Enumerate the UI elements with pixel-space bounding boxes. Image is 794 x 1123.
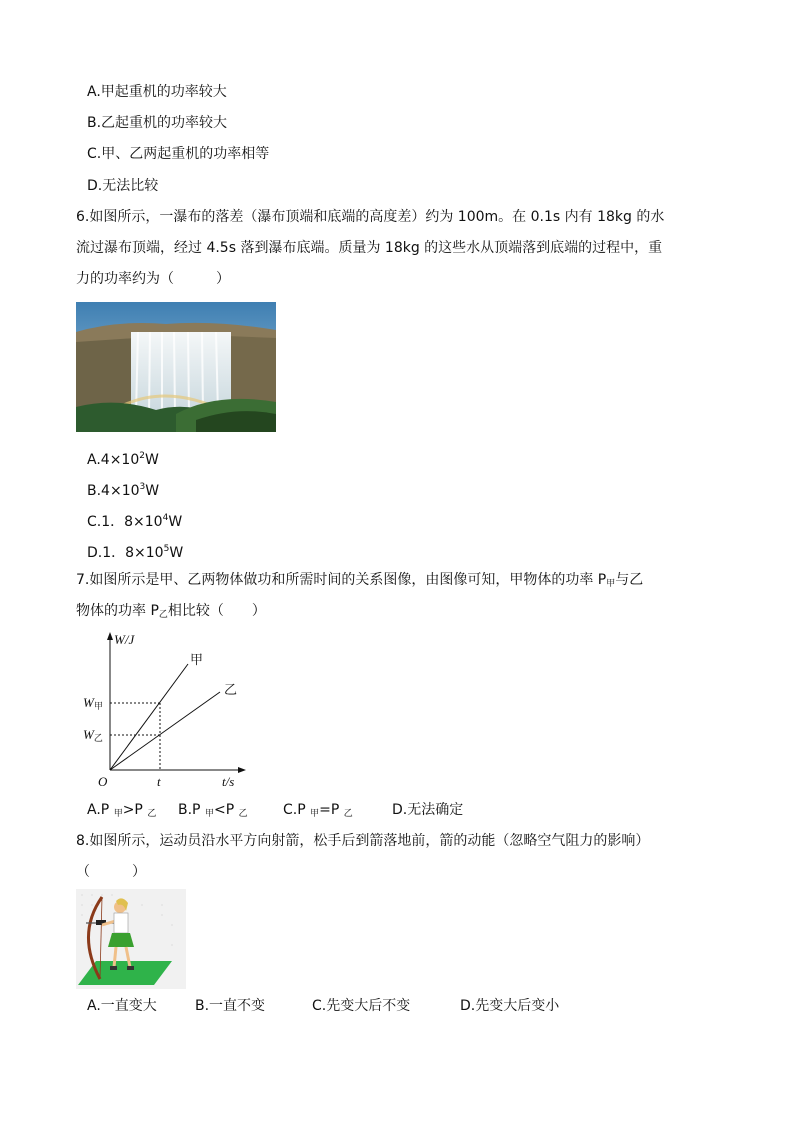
q7-option-c: C.P $_甲$=P $_乙$: [283, 802, 353, 819]
archer-shirt: [114, 913, 128, 933]
graph-ylabel: W/J: [114, 632, 135, 647]
q6-stem-line2: 流过瀑布顶端，经过 4.5s 落到瀑布底端。质量为 18kg 的这些水从顶端落到底端的过程中，重: [76, 240, 663, 256]
q5-option-d: D.无法比较: [87, 178, 159, 194]
q7-option-d: D.无法确定: [392, 802, 464, 818]
q6-stem-line3: 力的功率约为（ ）: [76, 271, 230, 287]
archer-illustration: [76, 889, 186, 989]
q5-option-a: A.甲起重机的功率较大: [87, 84, 227, 100]
q6-option-c: C.1．$8\times 10^4W$: [87, 513, 183, 530]
q5-option-b: B.乙起重机的功率较大: [87, 115, 228, 131]
line-jia: [110, 664, 188, 770]
line-yi: [110, 692, 220, 770]
q6-option-b: $B.4\times 10^3W$: [87, 482, 160, 499]
graph-line-jia-label: 甲: [190, 653, 204, 668]
q7-stem-line1: 7.如图所示是甲、乙两物体做功和所需时间的关系图像，由图像可知，甲物体的功率 $P_甲$与乙: [76, 572, 644, 589]
q8-option-b: B.一直不变: [195, 998, 266, 1014]
graph-w-jia: W甲: [83, 695, 103, 712]
q8-options: [87, 996, 707, 1016]
q7-option-b: B.P $_甲$<P $_乙$: [178, 802, 248, 819]
x-axis-arrow: [238, 767, 246, 773]
work-time-graph: [80, 630, 250, 790]
q6-stem-line1: 6.如图所示，一瀑布的落差（瀑布顶端和底端的高度差）约为 100m。在 0.1s 内有 18kg 的水: [76, 209, 665, 225]
q8-option-a: A.一直变大: [87, 998, 157, 1014]
q7-stem-line2: 物体的功率 $P_乙$相比较（ ）: [76, 603, 266, 620]
q5-option-c: C.甲、乙两起重机的功率相等: [87, 146, 270, 162]
q8-option-d: D.先变大后变小: [460, 998, 560, 1014]
q8-stem-line2: （ ）: [76, 864, 146, 880]
waterfall-photo: [76, 302, 276, 432]
graph-t-tick: t: [157, 774, 161, 789]
q6-option-a: $A.4\times 10^2W$: [87, 451, 159, 468]
graph-xlabel: t/s: [222, 774, 235, 789]
graph-line-yi-label: 乙: [224, 683, 238, 698]
q8-option-c: C.先变大后不变: [312, 998, 411, 1014]
graph-origin: O: [98, 774, 108, 789]
q7-options: [87, 800, 707, 820]
q6-option-d: D.1．$8\times 10^5W$: [87, 544, 184, 561]
graph-w-yi: W乙: [83, 727, 103, 744]
q8-stem-line1: 8.如图所示，运动员沿水平方向射箭，松手后到箭落地前，箭的动能（忽略空气阻力的影响）: [76, 833, 650, 849]
q7-option-a: A.P $_甲$>P $_乙$: [87, 802, 157, 819]
archer-skirt: [108, 933, 134, 947]
y-axis-arrow: [107, 632, 113, 640]
